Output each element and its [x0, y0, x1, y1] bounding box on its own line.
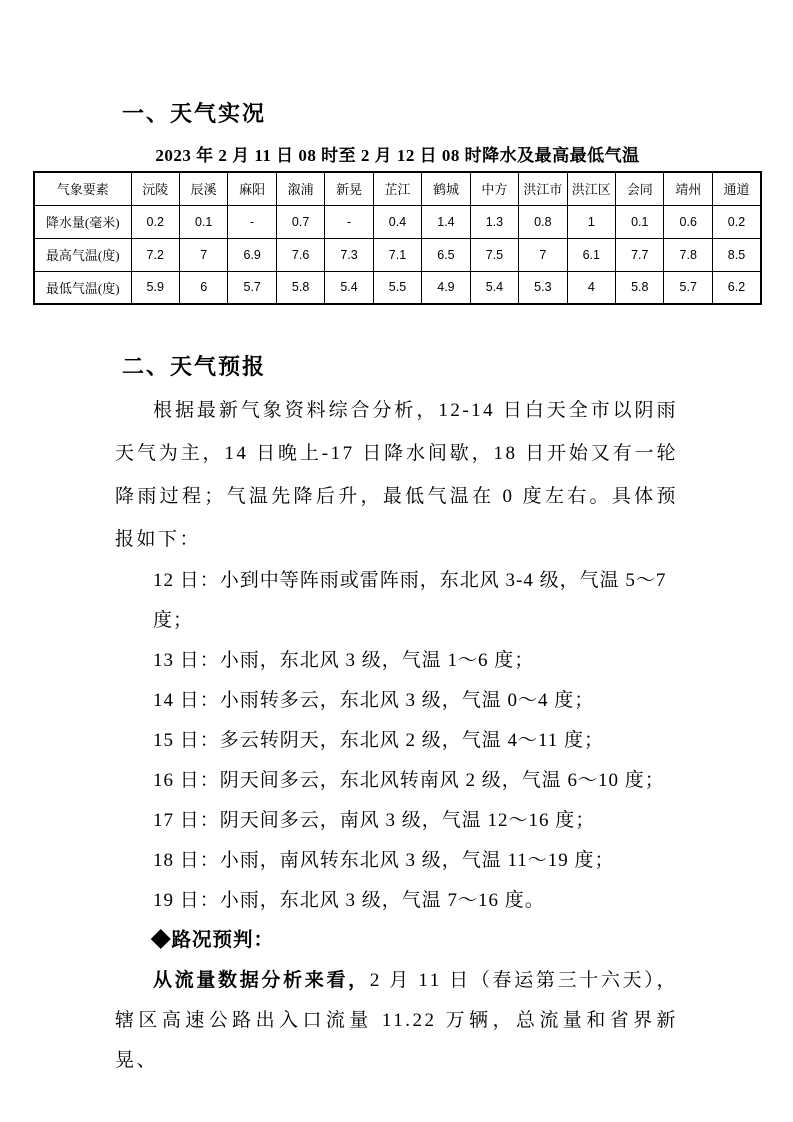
table-cell-value: 6.2	[712, 271, 761, 304]
table-row	[34, 238, 761, 271]
weather-table-caption: 2023 年 2 月 11 日 08 时至 2 月 12 日 08 时降水及最高最低气温	[155, 146, 640, 165]
column-header-station: 靖州	[664, 172, 712, 205]
table-cell-value: 5.3	[519, 271, 567, 304]
table-cell-value: 1.4	[422, 205, 470, 238]
table-cell-value: 1	[567, 205, 615, 238]
table-cell-value: 7	[179, 238, 227, 271]
table-cell-value: 5.9	[131, 271, 179, 304]
column-header-station: 芷江	[373, 172, 421, 205]
table-cell-value: 8.5	[712, 238, 761, 271]
daily-forecast-line: 14 日：小雨转多云，东北风 3 级，气温 0～4 度；	[153, 690, 595, 711]
table-cell-value: 7.1	[373, 238, 421, 271]
table-cell-value: 0.6	[664, 205, 712, 238]
daily-forecast-line: 17 日：阴天间多云，南风 3 级，气温 12～16 度；	[153, 810, 596, 831]
table-cell-value: 7.8	[664, 238, 712, 271]
table-cell-value: 5.5	[373, 271, 421, 304]
column-header-metric: 气象要素	[34, 172, 131, 205]
table-cell-value: 5.4	[470, 271, 518, 304]
table-cell-value: 7.6	[276, 238, 324, 271]
table-cell-value: 7	[519, 238, 567, 271]
table-cell-value: -	[228, 205, 276, 238]
table-header-row	[34, 172, 761, 205]
table-cell-value: 0.2	[712, 205, 761, 238]
table-cell-value: -	[325, 205, 373, 238]
column-header-station: 洪江区	[567, 172, 615, 205]
daily-forecast-line: 15 日：多云转阴天，东北风 2 级，气温 4～11 度；	[153, 730, 605, 751]
road-condition-paragraph	[115, 961, 678, 1081]
weather-table-body	[34, 205, 761, 304]
column-header-station: 溆浦	[276, 172, 324, 205]
table-cell-value: 6.9	[228, 238, 276, 271]
table-cell-value: 0.7	[276, 205, 324, 238]
table-cell-value: 5.7	[664, 271, 712, 304]
table-row	[34, 271, 761, 304]
daily-forecast-line: 19 日：小雨，东北风 3 级，气温 7～16 度。	[153, 890, 545, 911]
forecast-intro-paragraph: 根据最新气象资料综合分析，12-14 日白天全市以阴雨天气为主，14 日晚上-17 日降水间歇，18 日开始又有一轮降雨过程；气温先降后升，最低气温在 0 度左右。具体预报如下：	[115, 400, 678, 550]
weather-table	[33, 171, 762, 305]
section1-heading: 一、天气实况	[122, 101, 267, 126]
column-header-station: 会同	[616, 172, 664, 205]
column-header-station: 通道	[712, 172, 761, 205]
column-header-station: 中方	[470, 172, 518, 205]
table-cell-value: 6.1	[567, 238, 615, 271]
table-cell-value: 0.2	[131, 205, 179, 238]
table-cell-value: 5.8	[276, 271, 324, 304]
weather-table-head	[34, 172, 761, 205]
column-header-station: 鹤城	[422, 172, 470, 205]
table-cell-value: 4.9	[422, 271, 470, 304]
daily-forecast-line: 13 日：小雨，东北风 3 级，气温 1～6 度；	[153, 650, 535, 671]
section2-heading: 二、天气预报	[122, 354, 267, 379]
table-cell-value: 7.5	[470, 238, 518, 271]
road-condition-body: 2 月 11 日（春运第三十六天），辖区高速公路出入口流量 11.22 万辆，总流量和省界新晃、	[115, 970, 678, 1071]
daily-forecast-line: 12 日：小到中等阵雨或雷阵雨，东北风 3-4 级，气温 5～7 度；	[153, 570, 667, 631]
column-header-station: 麻阳	[228, 172, 276, 205]
table-cell-value: 7.3	[325, 238, 373, 271]
column-header-station: 洪江市	[519, 172, 567, 205]
table-cell-value: 4	[567, 271, 615, 304]
table-cell-value: 5.8	[616, 271, 664, 304]
table-cell-value: 7.7	[616, 238, 664, 271]
column-header-station: 沅陵	[131, 172, 179, 205]
table-cell-value: 5.7	[228, 271, 276, 304]
table-cell-value: 0.4	[373, 205, 421, 238]
table-cell-value: 7.2	[131, 238, 179, 271]
column-header-station: 新晃	[325, 172, 373, 205]
table-cell-value: 5.4	[325, 271, 373, 304]
table-cell-value: 0.1	[179, 205, 227, 238]
row-label: 降水量(毫米)	[34, 205, 131, 238]
daily-forecast-line: 18 日：小雨，南风转东北风 3 级，气温 11～19 度；	[153, 850, 615, 871]
table-row	[34, 205, 761, 238]
road-condition-lead: 从流量数据分析来看，	[153, 970, 370, 991]
table-cell-value: 1.3	[470, 205, 518, 238]
row-label: 最高气温(度)	[34, 238, 131, 271]
road-condition-heading: ◆路况预判：	[151, 930, 275, 951]
row-label: 最低气温(度)	[34, 271, 131, 304]
table-cell-value: 0.1	[616, 205, 664, 238]
table-cell-value: 0.8	[519, 205, 567, 238]
table-cell-value: 6.5	[422, 238, 470, 271]
table-cell-value: 6	[179, 271, 227, 304]
daily-forecast-list	[115, 561, 678, 921]
column-header-station: 辰溪	[179, 172, 227, 205]
daily-forecast-line: 16 日：阴天间多云，东北风转南风 2 级，气温 6～10 度；	[153, 770, 665, 791]
